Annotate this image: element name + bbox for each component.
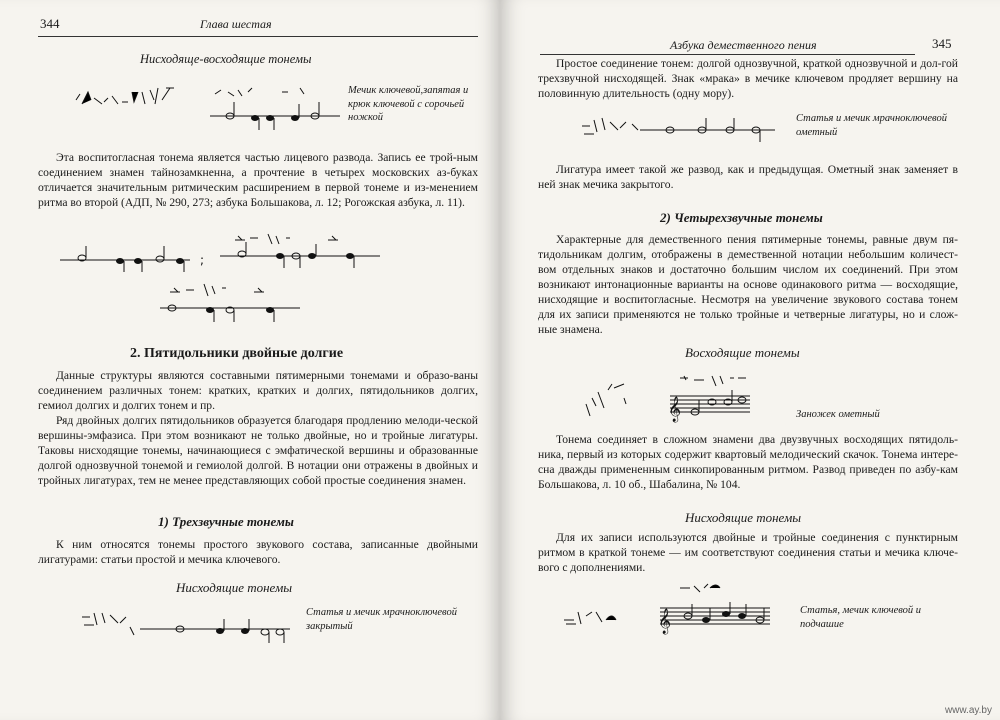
right-para-3: Характерные для демественного пения пятимерные тонемы, равные двум пя-тидольникам долгим, отображены в демественной нотации небольшим количест-вом отдельных знаков и достаточно большим числом их соединений. При этом возникают интонационные варианты на основе одинакового ритма — восходящие, нисходящие и воспитогласные. Несмотря на увеличение звукового состава тонем для их записи применяются не только тройные и четверные лигатуры, но и слож-ные знамена.: [538, 233, 958, 336]
page-number-left: 344: [40, 16, 60, 31]
header-rule-right: [540, 54, 915, 55]
subheading-trizvuch: 1) Трехзвучные тонемы: [158, 514, 294, 529]
caption-statya-omet: Статья и мечик мрачноключевой ометный: [796, 113, 947, 138]
heading-vosh: Восходящие тонемы: [685, 345, 800, 360]
right-page: [500, 0, 1000, 720]
right-para-5: Для их записи используются двойные и тройные соединения с пунктирным ритмом в краткой тонеме — им соответствуют соединения статьи и мечика ключе-вого с дополнениями.: [538, 531, 958, 574]
caption-statya: Статья и мечик мрачноключевой закрытый: [306, 607, 457, 632]
neume-example-1: [70, 80, 340, 140]
watermark: www.ay.by: [944, 705, 992, 716]
right-para-2: Лигатура имеет такой же развод, как и предыдущая. Ометный знак заменяет в ней знак мечика закрытого.: [538, 163, 958, 191]
svg-text:𝄞: 𝄞: [658, 609, 672, 634]
neume-example-5: [580, 368, 800, 428]
left-para-3: Ряд двойных долгих пятидольников образуется благодаря продлению мелоди-ческой вершины-эмфазиса. При этом возникают не только двойные, но и тройные лигатуры. Таковы нисходящие тонемы, начинающиеся с эмфатической вершины и образованные долгой однозвучной тонемой и гемиолой долгой. В нотации они отражены в двойных и тройных лигатурах, тем не менее представляющих собой простые соединения знамен.: [38, 414, 478, 487]
subheading-4zvuch: 2) Четырехзвучные тонемы: [660, 210, 823, 225]
running-title-right: Азбука демественного пения: [670, 38, 817, 52]
left-para-2: Данные структуры являются составными пятимерными тонемами и образо-ваны соединением различных тонем: кратких, кратких и долгих, пятидольников долгих, гемиол долгих и долгих тонем и пр.: [38, 369, 478, 412]
running-title-left: Глава шестая: [200, 17, 272, 31]
header-rule-left: [38, 36, 478, 37]
left-para-1: Эта воспитогласная тонема является частью лицевого развода. Запись ее трой-ным соединением знамен тайнозамкненна, а прочтение в четырех московских аз-буках отличается значительным ритмическим расширением в первой тонеме и из-менением ритма во второй (АДП, № 290, 273; азбука Большакова, л. 12; Рогожская азбука, л. 11).: [38, 151, 478, 209]
neume-example-4: [580, 108, 780, 148]
right-para-4: Тонема соединяет в сложном знамени два двузвучных восходящих пятидоль-ника, первый из которых содержит квартовый мелодический скачок. Тонема интере-сна дважды примененным синкопированным ритмом. Развод приведен по азбу-кам Большакова, л. 10 об., Шабалина, № 104.: [538, 433, 958, 491]
heading-nishod-right: Нисходящие тонемы: [685, 510, 802, 525]
page-number-right: 345: [932, 36, 952, 51]
heading-desc-asc: Нисходяще-восходящие тонемы: [140, 52, 312, 66]
right-para-1: Простое соединение тонем: долгой однозвучной, краткой однозвучной и дол-гой трехзвучной нисходящей. Знак «мрака» в мечике ключевом продляет вершину на половинную длительность (одну мору).: [538, 57, 958, 100]
caption-statya-podch: Статья, мечик ключевой и подчашие: [800, 605, 922, 630]
heading-nishod-left: Нисходящие тонемы: [176, 580, 293, 595]
caption-zanozhek: Заножек ометный: [796, 409, 880, 420]
neume-example-3: [80, 605, 290, 645]
section-2-heading: 2. Пятидольники двойные долгие: [130, 346, 344, 361]
caption-mechik: Мечик ключевой,запятая и крюк ключевой с сорочьей ножкой: [348, 85, 469, 123]
svg-text:;: ;: [200, 253, 205, 267]
neume-example-6: [560, 580, 800, 640]
left-para-4: К ним относятся тонемы простого звукового состава, записанные двойными лигатурами: статьи простой и мечика ключевого.: [38, 538, 478, 566]
neume-example-2: [60, 228, 440, 328]
svg-text:𝄞: 𝄞: [668, 397, 682, 422]
